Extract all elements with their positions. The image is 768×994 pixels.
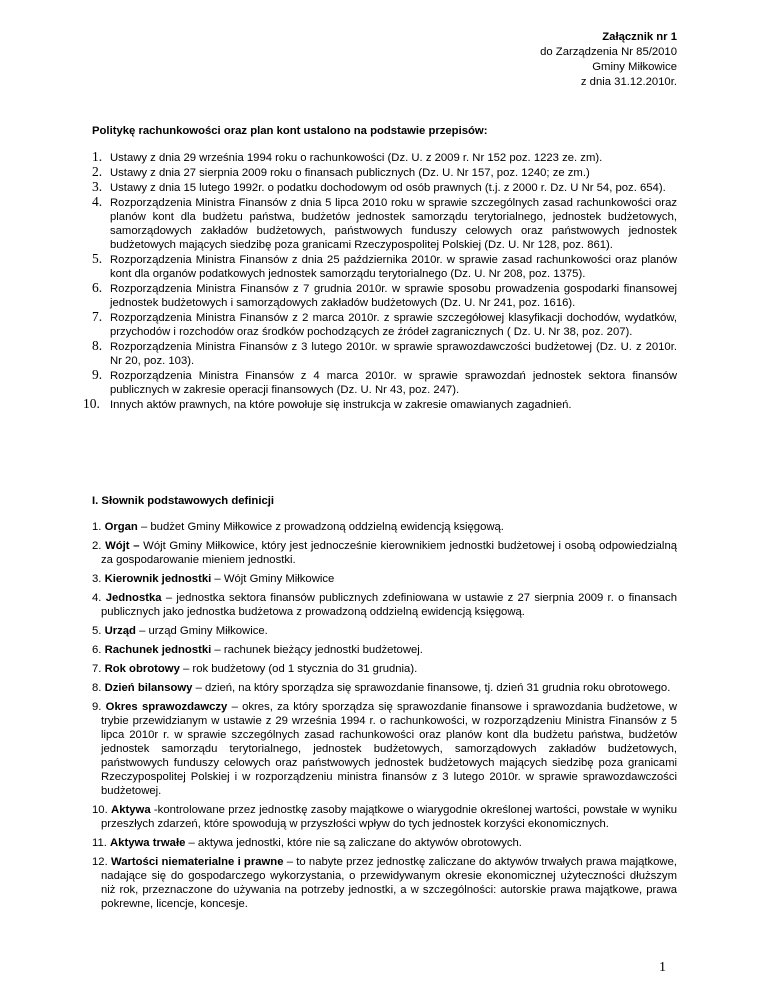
legal-basis-item-number: 5. bbox=[92, 251, 103, 266]
attachment-header bbox=[540, 30, 677, 90]
legal-basis-item bbox=[92, 282, 677, 310]
definition-item bbox=[92, 836, 677, 850]
legal-basis-heading: Politykę rachunkowości oraz plan kont ustalono na podstawie przepisów: bbox=[92, 125, 488, 137]
definition-term: Aktywa trwałe bbox=[110, 837, 186, 849]
definition-item bbox=[92, 855, 677, 911]
definition-term: Dzień bilansowy bbox=[104, 682, 193, 694]
attachment-municipality: Gminy Miłkowice bbox=[592, 61, 677, 73]
legal-basis-item-number: 7. bbox=[92, 309, 103, 324]
legal-basis-item-number: 6. bbox=[92, 280, 103, 295]
definition-item bbox=[92, 539, 677, 567]
definition-term: Aktywa bbox=[111, 804, 151, 816]
definition-term: Kierownik jednostki bbox=[104, 573, 212, 585]
legal-basis-item-text: Rozporządzenia Ministra Finansów z 4 marca 2010r. w sprawie sprawozdań jednostek sektora finansów publicznych w zakresie operacji finansowych (Dz. U. Nr 43, poz. 247). bbox=[110, 370, 677, 396]
legal-basis-item-text: Innych aktów prawnych, na które powołuje się instrukcja w zakresie omawianych zagadnień. bbox=[110, 399, 572, 411]
definition-number: 10. bbox=[92, 804, 108, 816]
definition-number: 12. bbox=[92, 856, 108, 868]
legal-basis-item bbox=[92, 196, 677, 252]
definition-text: – to nabyte przez jednostkę zaliczane do aktywów trwałych prawa majątkowe, nadające się do gospodarczego wykorzystania, o przewidywanym okresie ekonomicznej użyteczności dłuższym niż rok, przeznaczone do używania na potrzeby jednostki, a w szczególności: autorskie prawa majątkowe, prawa pokrewne, licencje, koncesje. bbox=[101, 856, 678, 910]
legal-basis-item-text: Ustawy z dnia 27 sierpnia 2009 roku o finansach publicznych (Dz. U. Nr 157, poz. 1240; ze zm.) bbox=[110, 167, 590, 179]
definition-term: Urząd bbox=[104, 625, 136, 637]
legal-basis-item-text: Rozporządzenia Ministra Finansów z 2 marca 2010r. z sprawie szczegółowej klasyfikacji dochodów, wydatków, przychodów i rozchodów oraz środków pochodzących ze źródeł zagranicznych ( Dz. U. Nr 38, poz. 207). bbox=[110, 312, 677, 338]
definition-term: Wartości niematerialne i prawne bbox=[110, 856, 284, 868]
legal-basis-item-text: Ustawy z dnia 29 września 1994 roku o rachunkowości (Dz. U. z 2009 r. Nr 152 poz. 1223 ze. zm). bbox=[110, 152, 603, 164]
legal-basis-item-text: Rozporządzenia Ministra Finansów z dnia 25 października 2010r. w sprawie zasad rachunkowości oraz planów kont dla organów podatkowych jednostek samorządu terytorialnego (Dz. U. Nr 208, poz. 1375). bbox=[110, 254, 677, 280]
legal-basis-item-text: Rozporządzenia Ministra Finansów z 3 lutego 2010r. w sprawie sprawozdawczości budżetowej (Dz. U. z 2010r. Nr 20, poz. 103). bbox=[110, 341, 677, 367]
definition-text: – aktywa jednostki, które nie są zaliczane do aktywów obrotowych. bbox=[185, 837, 522, 849]
definition-number: 3. bbox=[92, 573, 102, 585]
definition-item bbox=[92, 572, 677, 586]
attachment-order-number: do Zarządzenia Nr 85/2010 bbox=[540, 46, 677, 58]
attachment-title: Załącznik nr 1 bbox=[602, 31, 677, 43]
definition-number: 2. bbox=[92, 540, 102, 552]
definition-number: 1. bbox=[92, 521, 102, 533]
legal-basis-item bbox=[92, 311, 677, 339]
definition-item bbox=[92, 624, 677, 638]
definition-number: 4. bbox=[92, 592, 102, 604]
definition-number: 7. bbox=[92, 663, 102, 675]
legal-basis-item-number: 8. bbox=[92, 338, 103, 353]
definition-text: -kontrolowane przez jednostkę zasoby majątkowe o wiarygodnie określonej wartości, powstałe w wyniku przeszłych zdarzeń, które spowodują w przyszłości wpływ do tych jednostek korzyści ekonomicznych. bbox=[101, 804, 678, 830]
definition-text: – Wójt Gminy Miłkowice bbox=[211, 573, 335, 585]
legal-basis-item-number: 1. bbox=[92, 149, 103, 164]
legal-basis-item bbox=[83, 396, 677, 412]
legal-basis-item-number: 4. bbox=[92, 194, 103, 209]
attachment-date: z dnia 31.12.2010r. bbox=[580, 76, 677, 88]
definitions-list bbox=[92, 520, 677, 916]
definition-text: – rachunek bieżący jednostki budżetowej. bbox=[211, 644, 423, 656]
definition-term: Jednostka bbox=[105, 592, 162, 604]
definition-term: Wójt – bbox=[105, 540, 140, 552]
section-heading: I. Słownik podstawowych definicji bbox=[92, 495, 275, 507]
definition-number: 9. bbox=[92, 701, 102, 713]
definition-item bbox=[92, 681, 677, 695]
definition-number: 11. bbox=[92, 837, 107, 849]
legal-basis-item-number: 10. bbox=[83, 396, 100, 411]
definition-item bbox=[92, 662, 677, 676]
legal-basis-item-text: Rozporządzenia Ministra Finansów z 7 grudnia 2010r. w sprawie sposobu prowadzenia gospodarki finansowej jednostek budżetowych i samorządowych zakładów budżetowych (Dz. U. Nr 241, poz. 1616). bbox=[110, 283, 677, 309]
definition-number: 5. bbox=[92, 625, 102, 637]
page-number: 1 bbox=[659, 960, 666, 975]
legal-basis-item-number: 9. bbox=[92, 367, 103, 382]
legal-basis-item-number: 2. bbox=[92, 164, 103, 179]
legal-basis-item bbox=[92, 151, 677, 165]
definition-term: Rachunek jednostki bbox=[104, 644, 212, 656]
definition-text: – budżet Gminy Miłkowice z prowadzoną oddzielną ewidencją księgową. bbox=[137, 521, 504, 533]
legal-basis-item bbox=[92, 369, 677, 397]
definition-item bbox=[92, 803, 677, 831]
definition-item bbox=[92, 520, 677, 534]
definition-text: – okres, za który sporządza się sprawozdanie finansowe i sprawozdania budżetowe, w trybie przewidzianym w ustawie z 29 września 1994 r. o rachunkowości, w rozporządzeniu Ministra Finansów z 5 lipca 2010r r. w sprawie szczególnych zasad rachunkowości oraz planów kont dla budżetu państwa, budżetów jednostek samorządu terytorialnego, jednostek budżetowych, samorządowych zakładów budżetowych, państwowych funduszy celowych oraz państwowych jednostek budżetowych mających siedzibę poza granicami Rzeczypospolitej Polskiej i w rozporządzeniu ministra finansów z 3 lutego 2010r. w sprawie sprawozdawczości budżetowej. bbox=[101, 701, 678, 797]
definition-text: – urząd Gminy Miłkowice. bbox=[135, 625, 268, 637]
legal-basis-item bbox=[92, 340, 677, 368]
definition-term: Organ bbox=[104, 521, 138, 533]
definition-item bbox=[92, 700, 677, 798]
definition-text: – dzień, na który sporządza się sprawozdanie finansowe, tj. dzień 31 grudnia roku obrotowego. bbox=[192, 682, 671, 694]
definition-number: 8. bbox=[92, 682, 102, 694]
legal-basis-item-number: 3. bbox=[92, 179, 103, 194]
definition-term: Rok obrotowy bbox=[104, 663, 180, 675]
legal-basis-item bbox=[92, 253, 677, 281]
definition-text: Wójt Gminy Miłkowice, który jest jednocześnie kierownikiem jednostki budżetowej i osobą odpowiedzialną za gospodarowanie mieniem jednostki. bbox=[101, 540, 678, 566]
definition-item bbox=[92, 643, 677, 657]
legal-basis-item bbox=[92, 166, 677, 180]
definition-number: 6. bbox=[92, 644, 102, 656]
definition-term: Okres sprawozdawczy bbox=[105, 701, 228, 713]
legal-basis-item bbox=[92, 181, 677, 195]
legal-basis-item-text: Rozporządzenia Ministra Finansów z dnia 5 lipca 2010 roku w sprawie szczególnych zasad rachunkowości oraz planów kont dla budżetu państwa, budżetów jednostek samorządu terytorialnego, jednostek budżetowych, samorządowych zakładów budżetowych, państwowych funduszy celowych oraz państwowych jednostek budżetowych mających siedzibę poza granicami Rzeczypospolitej Polskiej (Dz. U. Nr 128, poz. 861). bbox=[110, 197, 677, 251]
definition-text: – jednostka sektora finansów publicznych zdefiniowana w ustawie z 27 sierpnia 2009 r. o finansach publicznych jako jednostka budżetowa z prowadzoną oddzielną ewidencją księgową. bbox=[101, 592, 677, 618]
definition-item bbox=[92, 591, 677, 619]
legal-basis-item-text: Ustawy z dnia 15 lutego 1992r. o podatku dochodowym od osób prawnych (t.j. z 2000 r. Dz. U Nr 54, poz. 654). bbox=[110, 182, 666, 194]
definition-text: – rok budżetowy (od 1 stycznia do 31 grudnia). bbox=[179, 663, 418, 675]
legal-basis-list bbox=[83, 149, 677, 413]
